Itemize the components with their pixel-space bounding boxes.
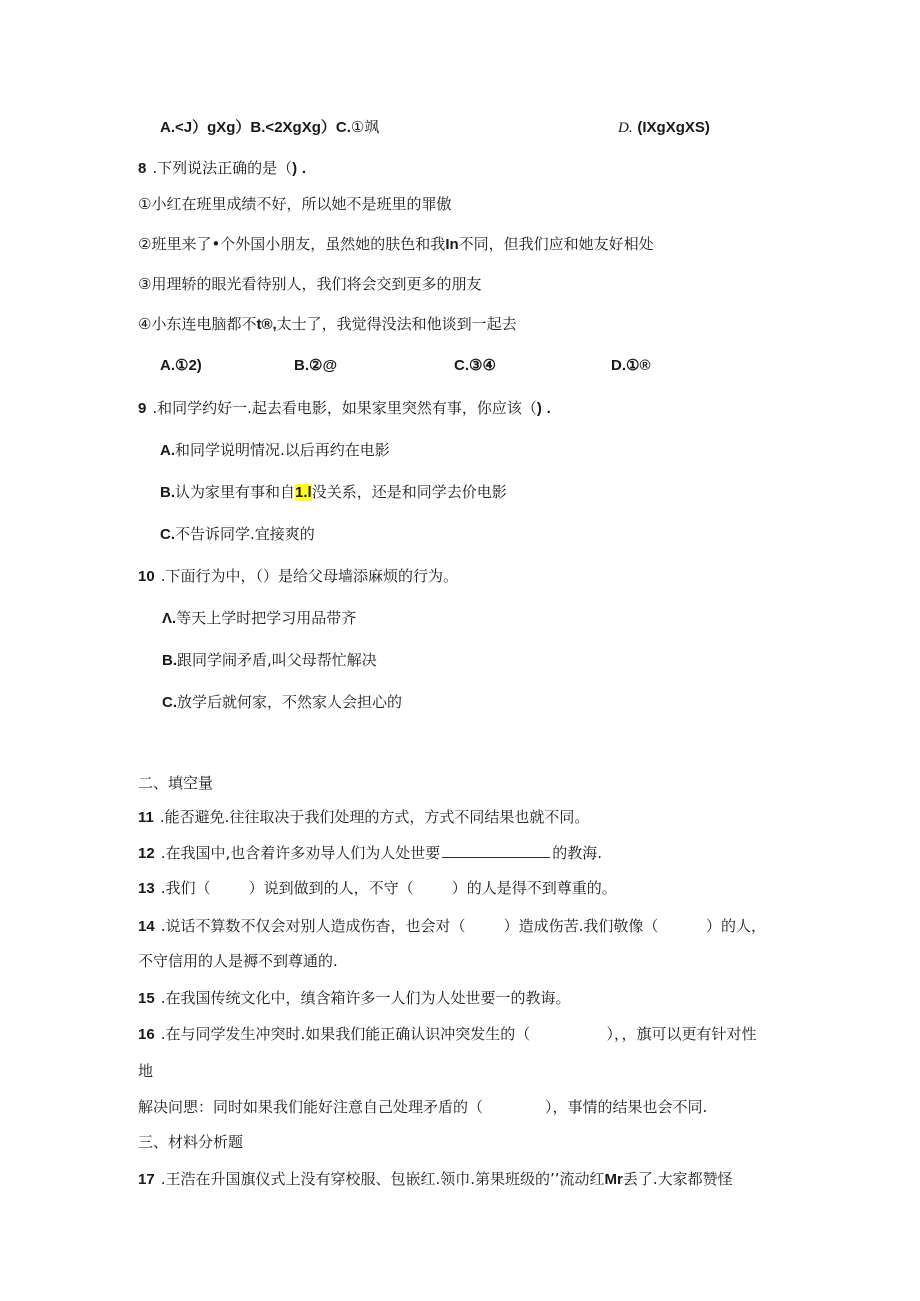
q12-post: 的教海. <box>552 844 603 862</box>
q9-option-b-post: 没关系，还是和同学去价电影 <box>311 483 507 501</box>
q9-option-a-letter: A. <box>160 442 175 459</box>
q8-option-b: B.②@ <box>294 357 338 374</box>
q9-stem-end: . <box>546 400 551 417</box>
q14-line-1-text: .说话不算数不仅会对别人造成伤杳，也会对（ ）造成伤苦.我们敬像（ ）的人， <box>160 917 767 935</box>
q14-number: 14 <box>138 918 155 935</box>
q9-option-c <box>160 523 315 546</box>
q7-option-d <box>618 116 710 139</box>
q16-line-3: 解决问愳：同时如果我们能好注意自己处理矛盾的（ ），事情的结果也会不同. <box>138 1098 708 1116</box>
q9-option-b-pre: 认为家里有事和自 <box>175 483 296 501</box>
q15 <box>138 987 570 1010</box>
q10-option-a-letter: Λ. <box>162 610 177 627</box>
q13 <box>138 877 617 900</box>
q9-number: 9 <box>138 400 147 417</box>
q17-bold: Mr <box>604 1171 623 1188</box>
q9-option-b-highlight: 1.l <box>295 484 312 501</box>
q7-options-abc: A.<J）gXg）B.<2XgXg）C. <box>160 119 351 136</box>
q17-post: 丢了.大家都赞怪 <box>622 1170 733 1188</box>
q9-option-c-text: 不告诉同学.宜接爽的 <box>175 525 315 543</box>
q13-text: .我们（ ）说到做到的人，不守（ ）的人是得不到尊重的。 <box>160 879 617 897</box>
q8-option-c: C.③④ <box>454 357 496 374</box>
q17 <box>138 1168 733 1191</box>
q10-stem-text: .下面行为中，（）是给父母墙添麻烦的行为。 <box>160 567 458 585</box>
q16-number: 16 <box>138 1026 155 1043</box>
q9-option-b-letter: B. <box>160 484 175 501</box>
q7-option-d-letter: D. <box>618 120 633 136</box>
q10-stem <box>138 565 458 588</box>
q13-number: 13 <box>138 880 155 897</box>
q10-option-c <box>162 691 402 714</box>
q9-stem-close: ) <box>536 400 542 417</box>
q8-stem-close: ) <box>292 160 298 177</box>
q11-number: 11 <box>138 809 154 826</box>
q9-stem <box>138 397 551 420</box>
q17-number: 17 <box>138 1171 155 1188</box>
q7-option-c-tail: ①飒 <box>350 118 380 136</box>
q8-item-2-bold: In <box>445 236 459 253</box>
q14-line-1 <box>138 915 766 938</box>
q8-option-a: A.①2) <box>160 357 202 374</box>
q12-blank[interactable] <box>442 842 550 858</box>
q8-item-2-pre: ②班里来了•个外国小朋友，虽然她的肤色和我 <box>138 235 446 253</box>
q14-line-2: 不守信用的人是褥不到尊通的. <box>138 952 338 970</box>
q12-pre: .在我国中,也含着许多劝导人们为人处世要 <box>160 844 441 862</box>
q12-number: 12 <box>138 845 155 862</box>
q8-stem-end: . <box>301 160 307 177</box>
q9-option-c-letter: C. <box>160 526 175 543</box>
q10-option-b-letter: B. <box>162 652 177 669</box>
q10-option-a <box>162 607 356 630</box>
q10-option-b <box>162 649 377 672</box>
q8-item-4 <box>138 313 517 336</box>
q10-option-c-text: 放学后就何家，不然家人会担心的 <box>177 693 403 711</box>
q10-number: 10 <box>138 568 155 585</box>
section-3-heading: 三、材料分析题 <box>138 1133 244 1151</box>
q16-line-1 <box>138 1023 757 1046</box>
q8-item-2-post: 不同，但我们应和她友好相处 <box>458 235 654 253</box>
q8-stem <box>138 157 306 180</box>
q8-item-4-post: 太士了，我觉得没法和他谈到一起去 <box>276 315 517 333</box>
q15-text: .在我国传统文化中，缜含箱许多一人们为人处世要一的教诲。 <box>160 989 571 1007</box>
q8-number: 8 <box>138 160 147 177</box>
q10-option-a-text: 等天上学时把学习用品带齐 <box>176 609 357 627</box>
q9-option-b <box>160 481 507 504</box>
q8-item-4-bold: t®, <box>256 316 277 333</box>
q11-text: .能否避免.往往取决于我们处理的方式，方式不同结果也就不同。 <box>159 808 590 826</box>
q8-item-1: ①小红在班里成绩不好，所以她不是班里的罪傲 <box>138 195 452 213</box>
q11 <box>138 806 589 829</box>
q15-number: 15 <box>138 990 155 1007</box>
q8-item-4-pre: ④小东连电脑都不 <box>138 315 257 333</box>
q9-option-a <box>160 439 390 462</box>
q8-option-d: D.①® <box>611 357 651 374</box>
q10-option-c-letter: C. <box>162 694 177 711</box>
q17-pre: .王浩在升国旗仪式上没有穿校服、包嵌红.领巾.第果班级的’’流动红 <box>160 1170 605 1188</box>
q10-option-b-text: 跟同学闹矛盾,叫父母帮忙解决 <box>177 651 377 669</box>
q12 <box>138 842 602 865</box>
q8-stem-text: .下列说法正确的是（ <box>152 159 293 177</box>
q9-stem-text: .和同学约好一.起去看电影，如果家里突然有事，你应该（ <box>152 399 537 417</box>
section-2-heading: 二、填空量 <box>138 774 214 792</box>
q8-item-3: ③用理轿的眼光看待别人，我们将会交到更多的朋友 <box>138 275 482 293</box>
q7-options-line <box>160 116 379 139</box>
q9-option-a-text: 和同学说明情况.以后再约在电影 <box>175 441 390 459</box>
q16-line-1-text: .在与同学发生冲突时.如果我们能正确认识冲突发生的（ ），，旗可以更有针对性 <box>160 1025 757 1043</box>
q7-option-d-text: (IXgXgXS) <box>637 119 710 136</box>
q8-item-2 <box>138 233 654 256</box>
q16-line-2: 地 <box>138 1062 154 1080</box>
